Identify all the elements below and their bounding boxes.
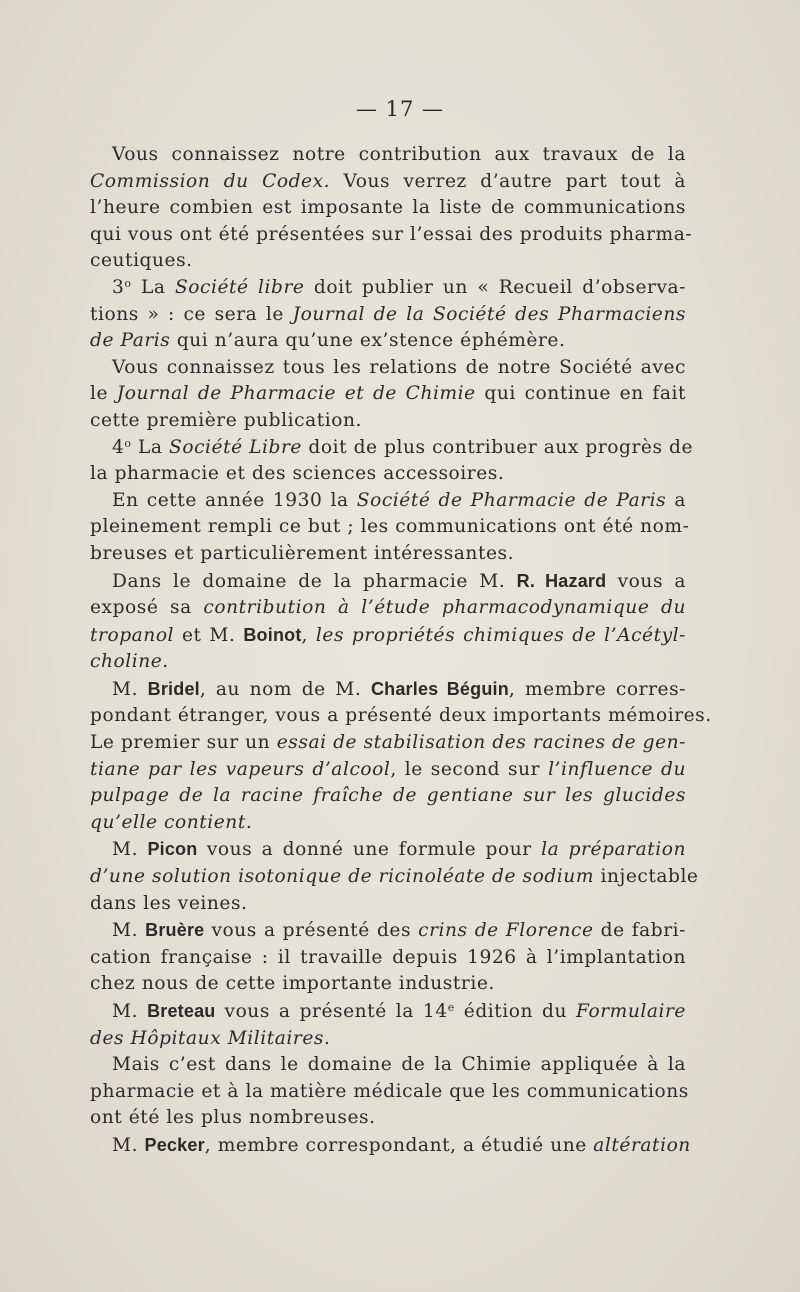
text-line: Mais c’est dans le domaine de la Chimie appliquée à la [112, 1054, 686, 1076]
text-line: chez nous de cette importante industrie. [90, 973, 495, 995]
text-line: M. Bruère vous a présenté des crins de Florence de fabri- [112, 920, 687, 942]
text-line: des Hôpitaux Militaires. [90, 1027, 331, 1049]
text-line: pulpage de la racine fraîche de gentiane sur les glucides [90, 785, 686, 807]
text-line: l’heure combien est imposante la liste de communications [90, 197, 686, 219]
text-line: ceutiques. [90, 250, 193, 272]
text-line: cation française : il travaille depuis 1926 à l’implantation [90, 946, 686, 968]
text-line: Commission du Codex. Vous verrez d’autre part tout à [90, 170, 686, 192]
text-line: pleinement rempli ce but ; les communications ont été nom- [90, 516, 690, 538]
text-line: Le premier sur un essai de stabilisation des racines de gen- [90, 732, 686, 754]
text-line: qui vous ont été présentées sur l’essai des produits pharma- [90, 223, 693, 245]
text-line: M. Pecker, membre correspondant, a étudié une altération [112, 1134, 691, 1156]
text-line: En cette année 1930 la Société de Pharmacie de Paris a [112, 489, 686, 511]
text-line: pondant étranger, vous a présenté deux importants mémoires. [90, 705, 712, 727]
text-line: d’une solution isotonique de ricinoléate de sodium injectable [90, 866, 699, 888]
text-line: ont été les plus nombreuses. [90, 1107, 376, 1129]
text-line: tropanol et M. Boinot, les propriétés chimiques de l’Acétyl- [90, 624, 686, 646]
body-text [90, 142, 712, 1160]
text-line: 3$^o$ La Société libre doit publier un « Recueil d’observa- [112, 276, 686, 298]
text-line: Dans le domaine de la pharmacie M. R. Hazard vous a [112, 570, 686, 592]
text-line: 4$^o$ La Société Libre doit de plus contribuer aux progrès de [112, 436, 694, 458]
text-line: dans les veines. [90, 892, 248, 914]
text-line: cette première publication. [90, 409, 362, 431]
text-line: Vous connaissez tous les relations de notre Société avec [112, 356, 686, 378]
text-line: M. Breteau vous a présenté la 14e édition du Formulaire [112, 1001, 686, 1022]
text-line: M. Picon vous a donné une formule pour la préparation [112, 839, 686, 861]
text-line: de Paris qui n’aura qu’une ex’stence éphémère. [90, 330, 566, 352]
text-line: tions » : ce sera le Journal de la Société des Pharmaciens [90, 303, 686, 325]
text-line: qu’elle contient. [90, 811, 253, 833]
page-number: — 17 — [355, 97, 445, 121]
text-line: la pharmacie et des sciences accessoires. [90, 463, 505, 485]
text-line: M. Bridel, au nom de M. Charles Béguin, membre corres- [112, 678, 686, 700]
text-line: breuses et particulièrement intéressantes. [90, 542, 515, 564]
text-line: le Journal de Pharmacie et de Chimie qui continue en fait [90, 383, 686, 405]
text-line: tiane par les vapeurs d’alcool, le second sur l’influence du [90, 758, 687, 780]
text-line: exposé sa contribution à l’étude pharmacodynamique du [90, 597, 686, 619]
text-line: Vous connaissez notre contribution aux travaux de la [112, 144, 686, 165]
text-line: pharmacie et à la matière médicale que les communications [90, 1080, 689, 1102]
text-line: choline. [90, 651, 169, 673]
